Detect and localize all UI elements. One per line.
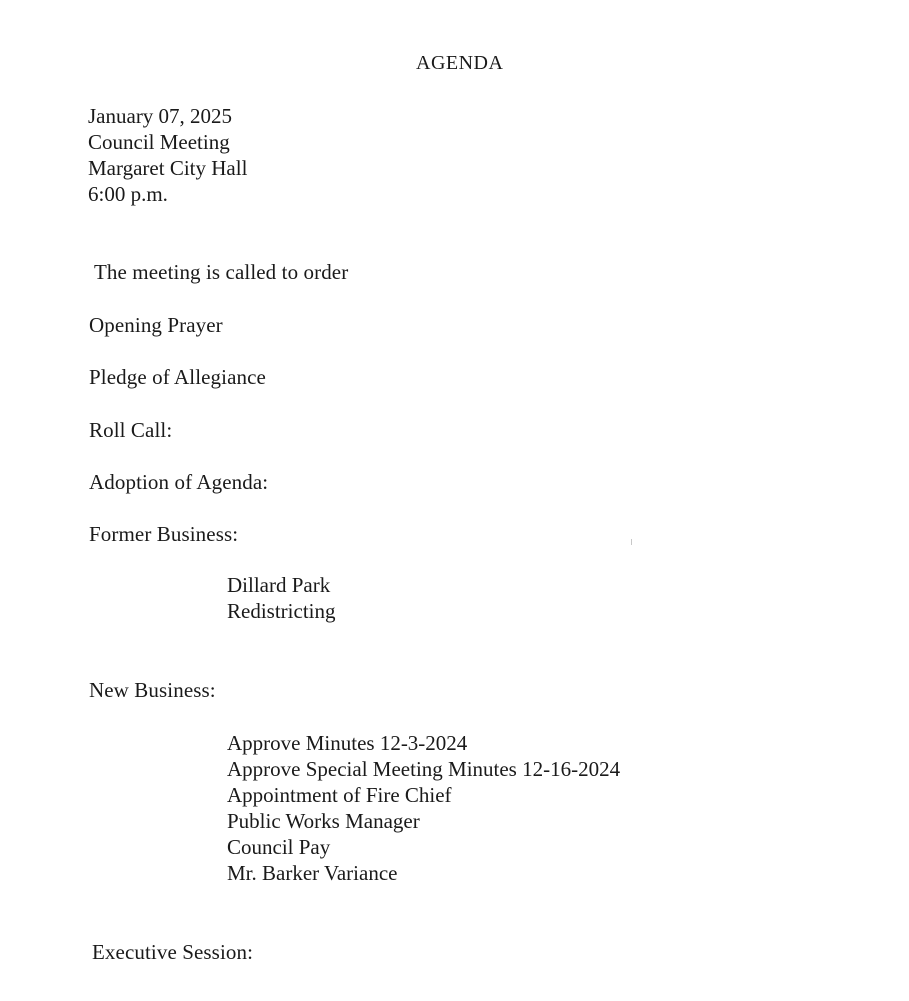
page-title: AGENDA [416, 52, 504, 74]
list-item: Public Works Manager [227, 809, 420, 833]
former-business-list [227, 572, 336, 624]
agenda-item-opening-prayer: Opening Prayer [89, 313, 223, 337]
list-item: Redistricting [227, 599, 336, 623]
list-item: Dillard Park [227, 573, 331, 597]
list-item: Approve Minutes 12-3-2024 [227, 731, 468, 755]
meeting-type: Council Meeting [88, 130, 230, 154]
former-business-heading: Former Business: [89, 522, 239, 546]
agenda-item-adoption: Adoption of Agenda: [89, 470, 269, 494]
meeting-location: Margaret City Hall [88, 156, 248, 180]
agenda-item-pledge: Pledge of Allegiance [89, 365, 266, 389]
meeting-time: 6:00 p.m. [88, 182, 168, 206]
meeting-date: January 07, 2025 [88, 104, 233, 128]
meeting-header [88, 103, 247, 207]
list-item: Council Pay [227, 835, 331, 859]
agenda-item-roll-call: Roll Call: [89, 418, 173, 442]
list-item: Mr. Barker Variance [227, 861, 398, 885]
scan-speck [631, 539, 632, 545]
new-business-list [227, 730, 620, 886]
new-business-heading: New Business: [89, 678, 216, 702]
agenda-item-call-to-order: The meeting is called to order [94, 260, 349, 284]
list-item: Appointment of Fire Chief [227, 783, 452, 807]
list-item: Approve Special Meeting Minutes 12-16-2024 [227, 757, 621, 781]
agenda-item-executive-session: Executive Session: [92, 940, 254, 964]
